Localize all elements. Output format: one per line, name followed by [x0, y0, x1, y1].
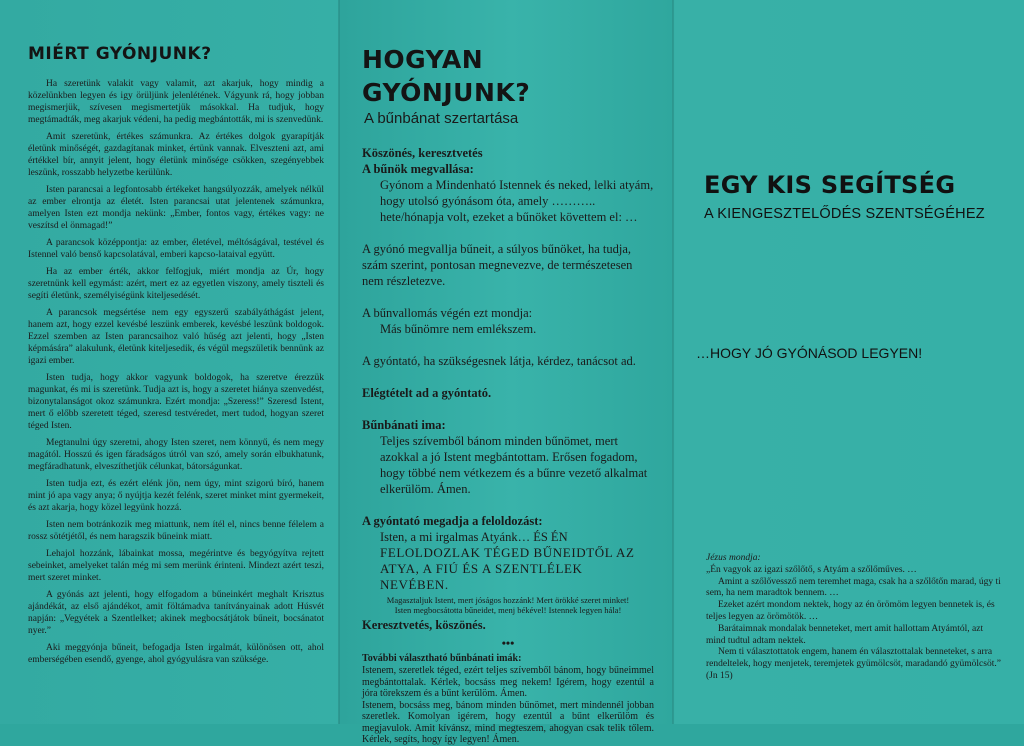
paragraph: Isten tudja, hogy akkor vagyunk boldogok, ha szeretve érezzük magunkat, és mi is szeretünk. Tudja azt is, hogy a szeretet hiánya szenvedést, bizonytalanságot okoz számunkra. Ezért mondja: „Szeress!” Szeresd Istent, mert ő előbb szeretett téged, szeresd testvéredet, mert tudod, hogyan szeret téged Isten.	[28, 373, 324, 431]
paragraph: Ha az ember érték, akkor felfogjuk, miért mondja az Úr, hogy szeretnünk kell egymást: azért, mert ez az egyetlen viszony, amely tiszteli és segíti életünk, személyiségünk kiteljesedését.	[28, 267, 324, 301]
paragraph: A gyónás azt jelenti, hogy elfogadom a bűneinkért meghalt Krisztus ajándékát, az első ajándékot, amit föltámadva tanítványainak adott Húsvét napján: „Vegyétek a Szentlelket; akinek megbocsátjátok bűneit, bocsánatot nyer.”	[28, 590, 324, 636]
extra-prayer-1: Istenem, szeretlek téged, ezért teljes szívemből bánom, hogy bűneimmel megbántottalak. Kérlek, bocsáss meg nekem! Igérem, hogy ezentúl a jóra törekszem és a bűnt kerülöm. Ámen.	[362, 665, 654, 699]
cover-tagline: …HOGY JÓ GYÓNÁSOD LEGYEN!	[696, 345, 923, 361]
cover-title: EGY KIS SEGÍTSÉG	[704, 171, 956, 199]
cover-subtitle: A KIENGESZTELŐDÉS SZENTSÉGÉHEZ	[704, 206, 985, 222]
extra-prayers-heading: További választható bűnbánati imák:	[362, 653, 522, 664]
panel-why-confess	[0, 0, 338, 724]
absolution-line1: Isten, a mi irgalmas Atyánk… ÉS ÉN	[380, 530, 568, 544]
prayer-heading: Bűnbánati ima:	[362, 418, 446, 432]
paragraph: Megtanulni úgy szeretni, ahogy Isten szeret, nem könnyű, és nem megy magától. Hosszú és igen fáradságos útról van szó, amely során elbukhatunk, megfáradhatunk, elveszíthetjük célunkat, bátorságunkat.	[28, 438, 324, 472]
confession-text: Gyónom a Mindenható Istennek és neked, lelki atyám, hogy utolsó gyónásom óta, amely ……….. hete/hónapja volt, ezeket a bűnöket követtem el: …	[380, 178, 654, 224]
greeting-step: Köszönés, keresztvetés	[362, 146, 483, 160]
paragraph: Isten parancsai a legfontosabb értékeket hangsúlyozzák, amelyek nélkül az ember elrontja az életét. Isten parancsai utat jelentenek számunkra, amelyen Isten ezt mondja nekünk: „Ember, fontos vagy, értékes vagy: ne veszítsd el önmagad!”	[28, 185, 324, 231]
paragraph: Amit szeretünk, értékes számunkra. Az értékes dolgok gyarapítják életünk minőségét, gazdagítanak minket, értünk vannak. Elveszteni azt, ami értékkel bír, annyit jelent, hogy életünk minősége csökken, szegényebbek leszünk, rosszabb helyzetbe kerülünk.	[28, 132, 324, 178]
paragraph: Aki meggyónja bűneit, befogadja Isten irgalmát, különösen ott, ahol emberségében esendő, gyenge, ahol gyógyulásra van szüksége.	[28, 643, 324, 665]
paragraph: Isten tudja ezt, és ezért elénk jön, nem úgy, mint szigorú bíró, hanem mint jó apa vagy anya; ő nyújtja kezét felénk, szeret minket mint gyermekeit, és azt akarja, hogy közel legyünk hozzá.	[28, 479, 324, 513]
closing-step: Keresztvetés, köszönés.	[362, 618, 486, 632]
confession-detail: A gyónó megvallja bűneit, a súlyos bűnöket, ha tudja, szám szerint, pontosan megnevezve, de természetesen nem részletezve.	[362, 242, 633, 288]
quote-line: Ezeket azért mondom nektek, hogy az én örömöm legyen bennetek is, és teljes legyen az örömötök. …	[706, 600, 995, 622]
response-line1: Magasztaljuk Istent, mert jóságos hozzánk! Mert örökké szeret minket!	[386, 595, 630, 605]
scripture-quote	[706, 553, 1002, 683]
extra-prayer-2: Istenem, bocsáss meg, bánom minden bűnömet, mert mindennél jobban szeretlek. Komolyan igérem, hogy ezentúl a bűnt elkerülöm és megjavulok. Amit kívánsz, mind megteszem, ahogyan csak telik tőlem. Kérlek, segíts, hogy így legyen! Ámen.	[362, 699, 654, 745]
confession-end-intro: A bűnvallomás végén ezt mondja:	[362, 306, 533, 320]
panel2-title-line1: HOGYAN	[362, 45, 484, 74]
absolution-line3: ATYA, A FIÚ ÉS A SZENTLÉLEK NEVÉBEN.	[380, 561, 583, 592]
paragraph: Lehajol hozzánk, lábainkat mossa, megérintve és begyógyítva rejtett sebeinket, amelyeket talán még mi sem merünk érinteni. Mindezt azért teszi, mert szeret minket.	[28, 549, 324, 583]
separator-dots: •••	[501, 636, 515, 650]
quote-line: Nem ti választottatok engem, hanem én választottalak benneteket, s arra rendeltelek, hogy menjetek, teremjetek gyümölcsöt, maradandó gyümölcsöt.”	[706, 647, 1001, 670]
confession-end-text: Más bűnömre nem emlékszem.	[380, 322, 537, 336]
quote-line: „Én vagyok az igazi szőlőtő, s Atyám a szőlőműves. …	[706, 564, 917, 575]
confession-heading: A bűnök megvallása:	[362, 162, 474, 176]
paragraph: A parancsok középpontja: az ember, életével, méltóságával, testével és Istennel való benső kapcsolatával, emberi kapcso-lataival együtt.	[28, 238, 324, 260]
paragraph: A parancsok megsértése nem egy egyszerű szabályáthágást jelent, hanem azt, hogy ezzel kevésbé leszünk emberek, kevésbé leszünk boldogok. Ezzel szemben az Isten parancsaihoz való hűség azt jelenti, hogy „Isten képmására” alakulunk, életünk kiteljesedik, és végül megszületik bennünk az igazi ember.	[28, 308, 324, 366]
paragraph: Isten nem botránkozik meg miattunk, nem ítél el, nincs benne félelem a rossz sötétjétől, és nem haragszik bűneink miatt.	[28, 520, 324, 542]
panel-how-to-confess	[340, 0, 672, 745]
prayer-text: Teljes szívemből bánom minden bűnömet, mert azokkal a jó Istent megbántottam. Erősen fogadom, hogy többé nem vétkezem és a bűnre vezető alkalmat elkerülöm. Ámen.	[380, 434, 648, 496]
panel2-title-line2: GYÓNJUNK?	[362, 78, 531, 107]
response-line2: Isten megbocsátotta bűneidet, menj békével! Istennek legyen hála!	[394, 605, 622, 615]
quote-lead: Jézus mondja:	[706, 553, 761, 563]
priest-advice: A gyóntató, ha szükségesnek látja, kérdez, tanácsot ad.	[362, 354, 636, 368]
penance-step: Elégtételt ad a gyóntató.	[362, 386, 492, 400]
absolution-line2: FELOLDOZLAK TÉGED BŰNEIDTŐL AZ	[380, 545, 635, 560]
panel1-heading: MIÉRT GYÓNJUNK?	[28, 44, 212, 64]
panel2-subtitle: A bűnbánat szertartása	[364, 110, 519, 127]
quote-line: Amint a szőlővessző nem teremhet maga, csak ha a szőlőtőn marad, úgy ti sem, ha nem maradtok bennem. …	[706, 576, 1001, 599]
panel1-body	[28, 78, 324, 666]
absolution-heading: A gyóntató megadja a feloldozást:	[362, 514, 543, 528]
paragraph: Ha szeretünk valakit vagy valamit, azt akarjuk, hogy mindig a közelünkben legyen és igy örüljünk jelenlétének. Vágyunk rá, hogy jobban megismerjük, szívesen megismertetjük másokkal. Ha tudjuk, hogy megtámadták, meg akarjuk védeni, ha pedig megbántották, mi is szenvedünk.	[28, 79, 324, 125]
panel-cover	[674, 0, 1024, 724]
quote-line: Barátaimnak mondalak benneteket, mert amit hallottam Atyámtól, azt mind tudtul adtam nektek.	[706, 623, 984, 646]
quote-reference: (Jn 15)	[706, 670, 733, 681]
